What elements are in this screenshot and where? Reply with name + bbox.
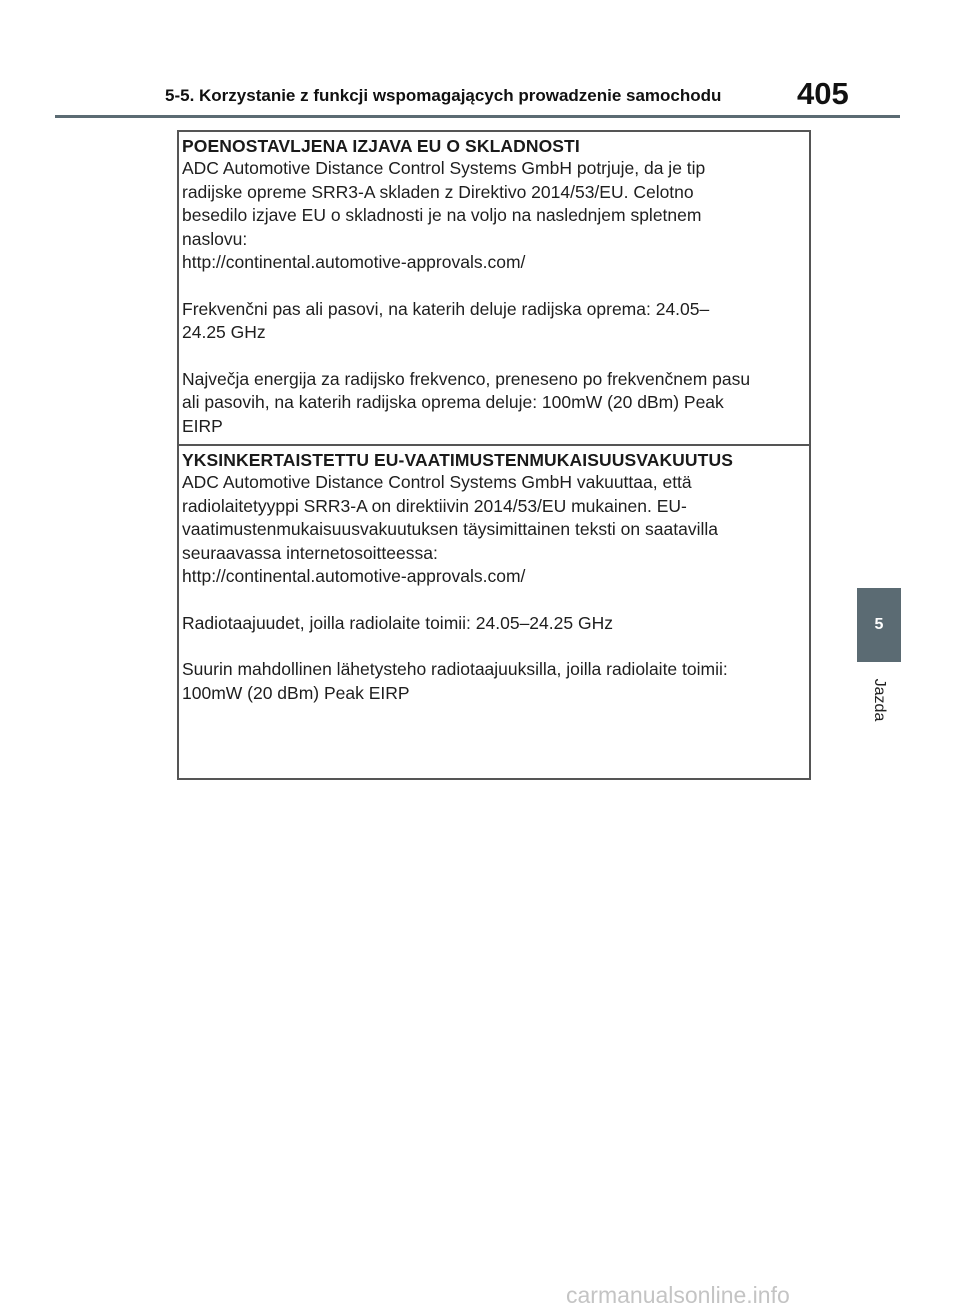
- paragraph-gap: [182, 589, 809, 612]
- header-divider: [55, 115, 900, 118]
- declaration-section-slovenian: [179, 132, 809, 444]
- text-line: 100mW (20 dBm) Peak EIRP: [182, 682, 410, 703]
- section-title: YKSINKERTAISTETTU EU-VAATIMUSTENMUKAISUUSVAKUUTUS: [182, 450, 733, 470]
- declaration-url: http://continental.automotive-approvals.com/: [182, 252, 526, 272]
- text-line: Radiotaajuudet, joilla radiolaite toimii: 24.05–24.25 GHz: [182, 612, 613, 633]
- chapter-tab[interactable]: [857, 588, 901, 662]
- text-line: naslovu:: [182, 228, 248, 249]
- section-title: POENOSTAVLJENA IZJAVA EU O SKLADNOSTI: [182, 136, 580, 156]
- text-line: ADC Automotive Distance Control Systems GmbH vakuuttaa, että: [182, 472, 692, 492]
- page-number: 405: [797, 76, 849, 111]
- text-line: Največja energija za radijsko frekvenco, preneseno po frekvenčnem pasu: [182, 368, 751, 389]
- text-line: besedilo izjave EU o skladnosti je na voljo na naslednjem spletnem: [182, 205, 702, 225]
- text-line: EIRP: [182, 415, 223, 436]
- text-line: 24.25 GHz: [182, 322, 266, 342]
- text-line: radiolaitetyyppi SRR3-A on direktiivin 2014/53/EU mukainen. EU-: [182, 495, 687, 516]
- text-line: ADC Automotive Distance Control Systems GmbH potrjuje, da je tip: [182, 158, 706, 178]
- declaration-url: http://continental.automotive-approvals.com/: [182, 566, 526, 586]
- declaration-section-finnish: [179, 444, 809, 778]
- paragraph-gap: [182, 635, 809, 658]
- text-line: seuraavassa internetosoitteessa:: [182, 542, 438, 563]
- text-line: ali pasovih, na katerih radijska oprema deluje: 100mW (20 dBm) Peak: [182, 392, 724, 412]
- text-line: vaatimustenmukaisuusvakuutuksen täysimittainen teksti on saatavilla: [182, 519, 718, 539]
- chapter-tab-number: 5: [874, 616, 884, 633]
- text-line: radijske opreme SRR3-A skladen z Direktivo 2014/53/EU. Celotno: [182, 181, 694, 202]
- text-line: Suurin mahdollinen lähetysteho radiotaajuuksilla, joilla radiolaite toimii:: [182, 659, 728, 679]
- paragraph-gap: [182, 275, 809, 298]
- watermark: carmanualsonline.info: [566, 1282, 790, 1308]
- paragraph-gap: [182, 345, 809, 368]
- page-header-title: 5-5. Korzystanie z funkcji wspomagających prowadzenie samochodu: [165, 86, 722, 105]
- declaration-box: [177, 130, 811, 780]
- chapter-label: Jazda: [871, 678, 888, 722]
- text-line: Frekvenčni pas ali pasovi, na katerih deluje radijska oprema: 24.05–: [182, 298, 710, 319]
